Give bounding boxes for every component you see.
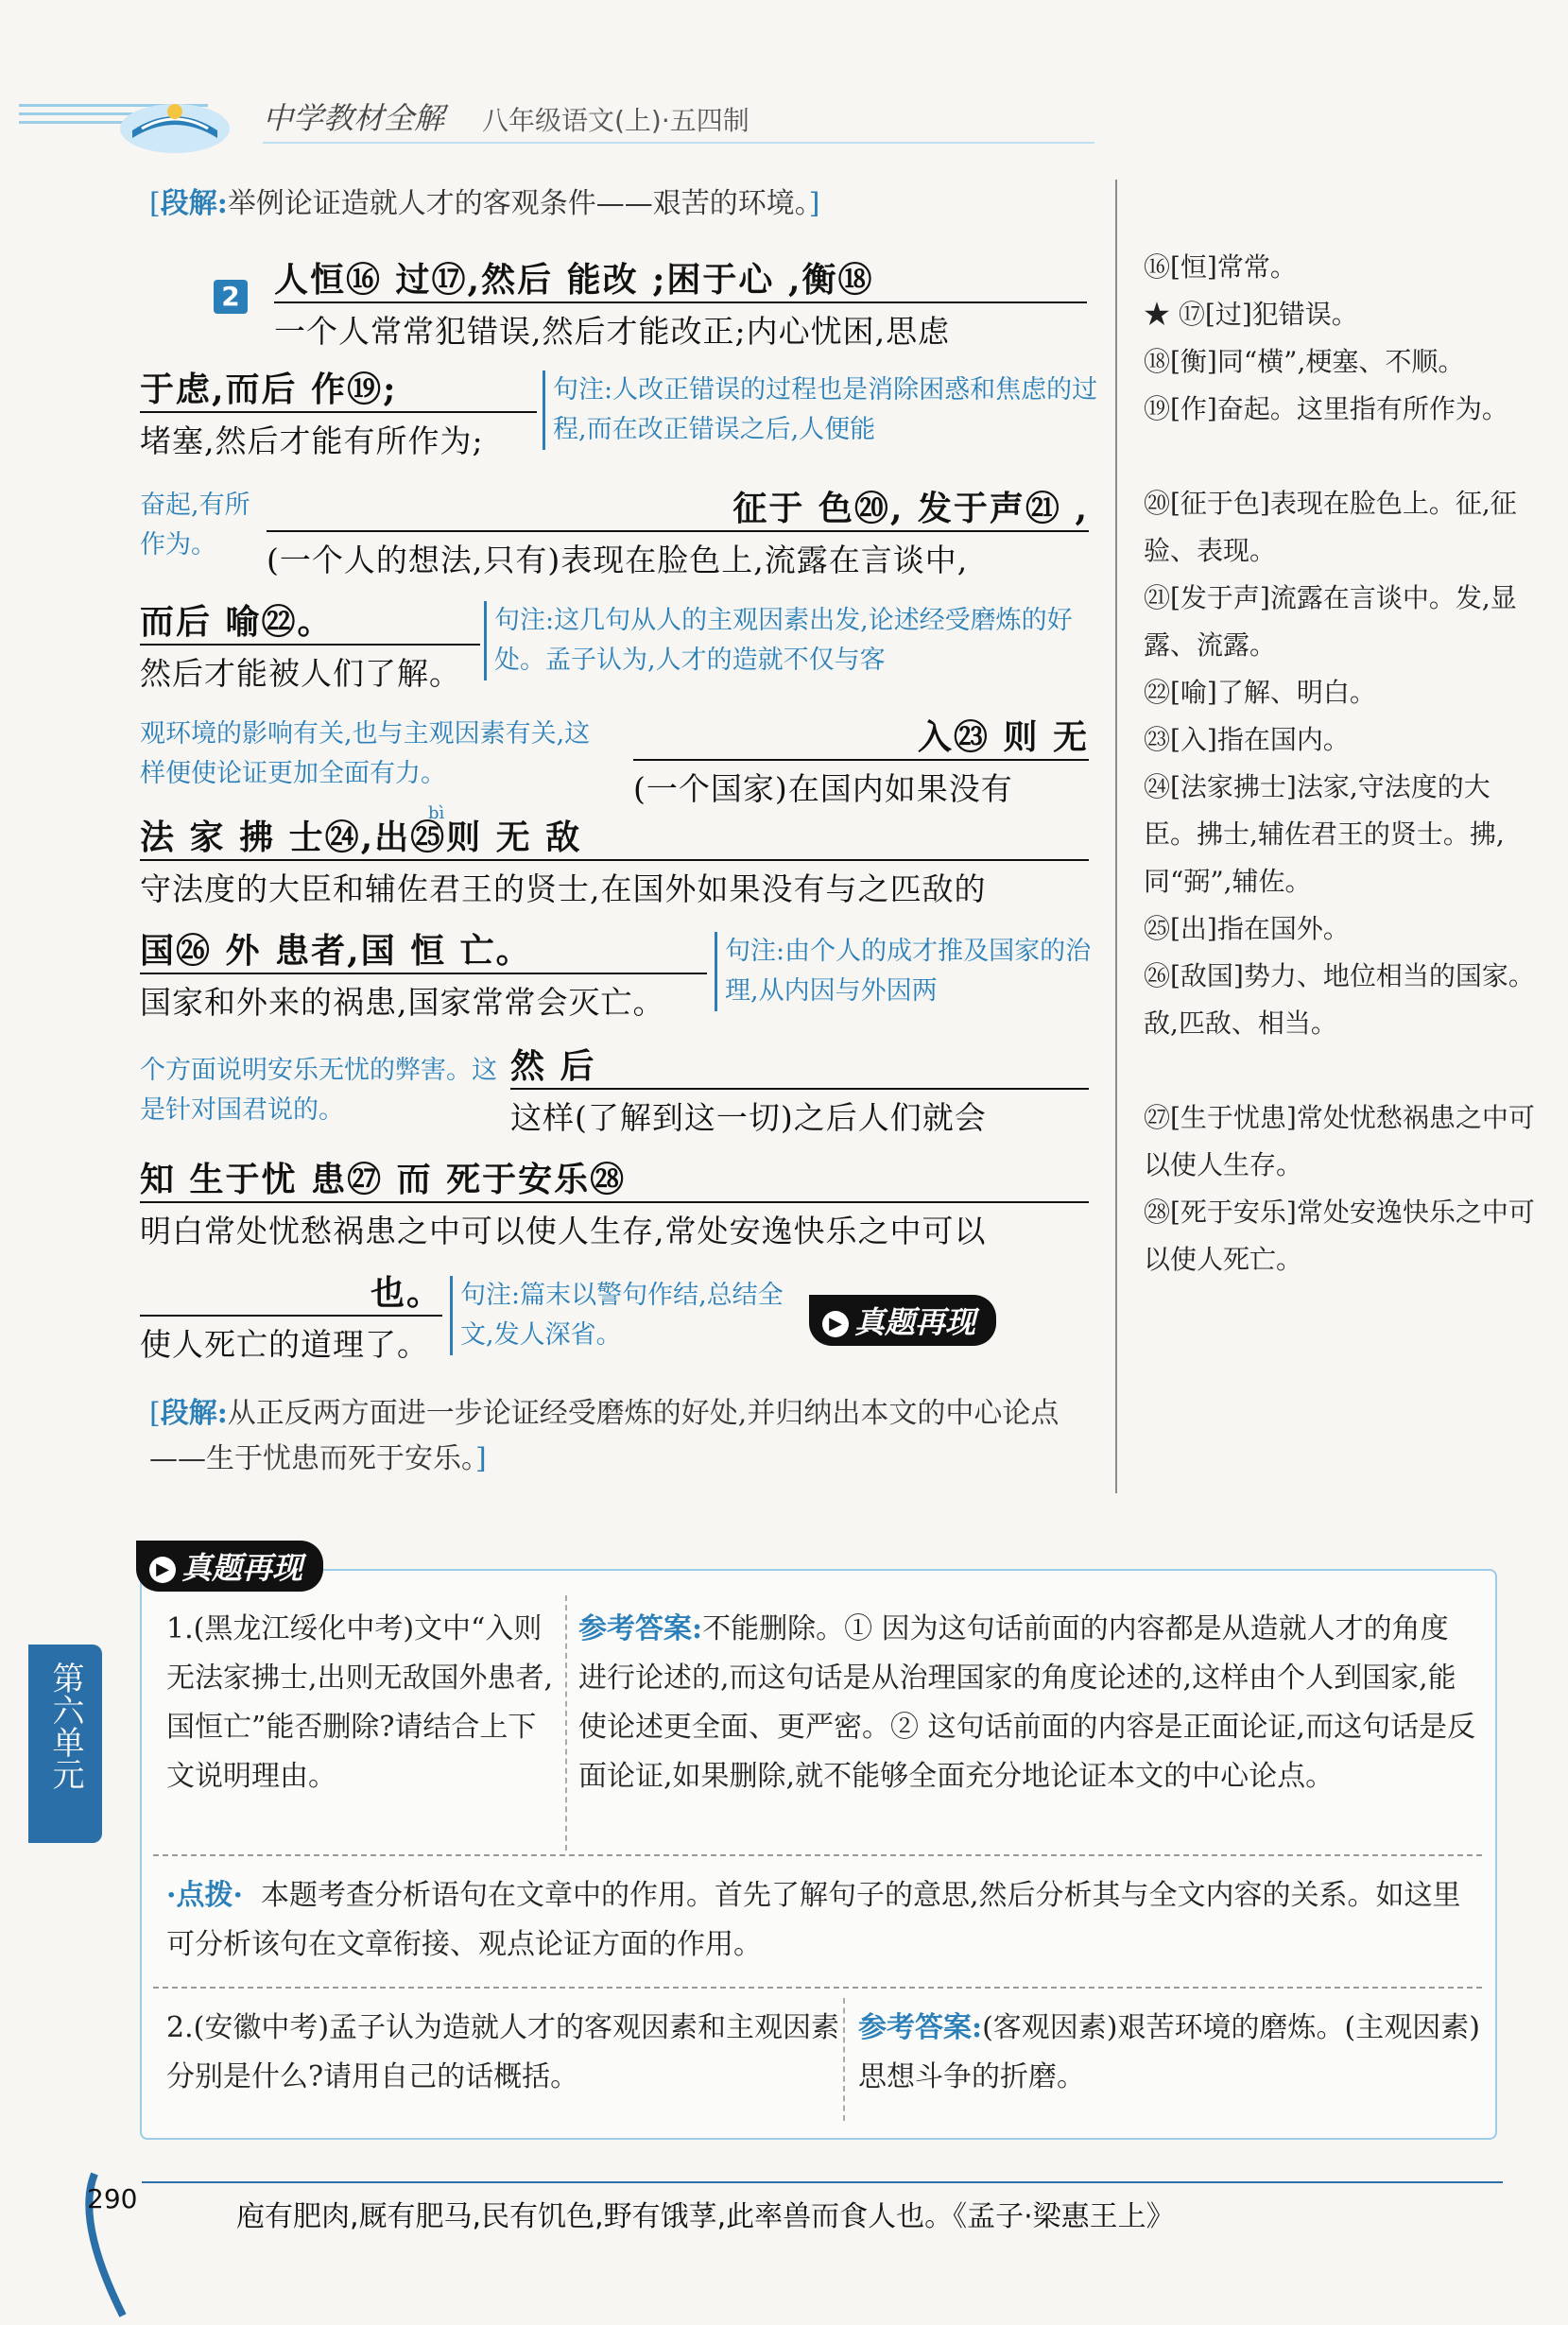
original-text: 征于 色⑳, 发于声㉑ ,: [732, 489, 1089, 528]
gloss-28: ㉘[死于安乐]常处安逸快乐之中可以使人死亡。: [1144, 1197, 1535, 1275]
footer-rule: [142, 2181, 1503, 2183]
book-logo-icon: [113, 83, 236, 159]
gloss-27: ㉗[生于忧患]常处忧愁祸患之中可以使人生存。: [1144, 1102, 1535, 1180]
paragraph-note-2: [段解:从正反两方面进一步论证经受磨炼的好处,并归纳出本文的中心论点——生于忧患而死于安乐。]: [149, 1397, 1060, 1475]
original-text: 然 后: [510, 1046, 596, 1086]
translation-text: 这样(了解到这一切)之后人们就会: [510, 1088, 1089, 1138]
original-text: 也。: [370, 1273, 442, 1313]
gloss-19: ⑲[作]奋起。这里指有所作为。: [1144, 393, 1508, 424]
zhenti-label: 真题再现: [181, 1550, 303, 1586]
book-title: 中学教材全解: [263, 100, 445, 136]
play-icon: ▶: [822, 1311, 849, 1337]
line-2: [140, 363, 537, 461]
paragraph-note-1: [段解:举例论证造就人才的客观条件——艰苦的环境。]: [149, 187, 820, 220]
sentence-note-3-cont: 个方面说明安乐无忧的弊害。这是针对国君说的。: [140, 1056, 497, 1125]
page-number: 290: [87, 2183, 138, 2214]
line-3: [267, 482, 1089, 580]
pinyin-ruby: bì: [428, 803, 445, 823]
column-divider: [1115, 180, 1117, 1493]
sentence-note-1-cont: 奋起,有所作为。: [140, 491, 250, 560]
sentence-note-4: 句注:篇末以警句作结,总结全文,发人深省。: [450, 1276, 801, 1355]
line-4: [140, 595, 480, 694]
exam-question-box: [140, 1569, 1497, 2140]
divider: [565, 1595, 569, 1851]
gloss-18: ⑱[衡]同“横”,梗塞、不顺。: [1144, 346, 1465, 377]
question-2: 2.(安徽中考)孟子认为造就人才的客观因素和主观因素分别是什么?请用自己的话概括。: [166, 2011, 840, 2093]
zhenti-badge-inline[interactable]: [809, 1295, 996, 1346]
original-text: 国㉖ 外 患者,国 恒 亡。: [140, 931, 532, 971]
divider: [843, 1998, 847, 2121]
line-10: [140, 1266, 442, 1365]
original-text: 于虑,而后 作⑲;: [140, 370, 398, 409]
translation-text: 国家和外来的祸患,国家常常会灭亡。: [140, 973, 707, 1023]
answer-tag: 参考答案:: [578, 1612, 703, 1645]
gloss-21: ㉑[发于声]流露在言谈中。发,显露、流露。: [1144, 582, 1517, 661]
translation-text: 然后才能被人们了解。: [140, 644, 480, 694]
section-number-badge: 2: [214, 280, 248, 314]
tip: [166, 1871, 1471, 1970]
line-5: [633, 711, 1089, 809]
answer-text: (客观因素)艰苦环境的磨炼。(主观因素)思想斗争的折磨。: [858, 2011, 1480, 2093]
answer-1: [578, 1605, 1476, 1801]
answer-2: [858, 2004, 1482, 2102]
gloss-24: ㉔[法家拂士]法家,守法度的大臣。拂士,辅佐君王的贤士。拂,同“弼”,辅佐。: [1144, 771, 1505, 897]
sentence-note-2: 句注:这几句从人的主观因素出发,论述经受磨炼的好处。孟子认为,人才的造就不仅与客: [484, 601, 1099, 680]
sentence-note-1: 句注:人改正错误的过程也是消除困惑和焦虑的过程,而在改正错误之后,人便能: [543, 370, 1101, 450]
question-1: 1.(黑龙江绥化中考)文中“入则无法家拂士,出则无敌国外患者,国恒亡”能否删除?请结合上下文说明理由。: [166, 1612, 554, 1793]
translation-text: 堵塞,然后才能有所作为;: [140, 411, 537, 461]
unit-tab-label: 第六单元: [46, 1662, 84, 1790]
paragraph-note-tag: 段解:: [160, 187, 228, 220]
gloss-17: ★ ⑰[过]犯错误。: [1144, 299, 1358, 330]
line-8: [510, 1040, 1089, 1138]
translation-text: 明白常处忧愁祸患之中可以使人生存,常处安逸快乐之中可以: [140, 1201, 1089, 1251]
paragraph-note-tag: 段解:: [160, 1397, 228, 1430]
gloss-16: ⑯[恒]常常。: [1144, 251, 1297, 283]
translation-text: (一个人的想法,只有)表现在脸色上,流露在言谈中,: [267, 530, 1089, 580]
tip-tag: ·点拨·: [166, 1879, 243, 1912]
book-subtitle: 八年级语文(上)·五四制: [482, 105, 750, 136]
divider: [153, 1987, 1482, 1989]
original-text: 法 家 拂 士㉔,出㉕则 无 敌: [140, 818, 582, 857]
sentence-note-3: 句注:由个人的成才推及国家的治理,从内因与外因两: [715, 932, 1099, 1011]
line-6: [140, 803, 1089, 909]
tip-text: 本题考查分析语句在文章中的作用。首先了解句子的意思,然后分析其与全文内容的关系。如这里可分析该句在文章衔接、观点论证方面的作用。: [166, 1879, 1461, 1961]
original-text: 人恒⑯ 过⑰,然后 能改 ;困于心 ,衡⑱: [274, 260, 874, 300]
line-1: [274, 253, 1087, 352]
translation-text: 守法度的大臣和辅佐君王的贤士,在国外如果没有与之匹敌的: [140, 859, 1089, 909]
gloss-23: ㉓[入]指在国内。: [1144, 724, 1350, 755]
answer-text: 不能删除。① 因为这句话前面的内容都是从造就人才的角度进行论述的,而这句话是从治理国家的角度论述的,这样由个人到国家,能使论述更全面、更严密。② 这句话前面的内容是正面论证,而这句话是反面论证,如果删除,就不能够全面充分地论证本文的中心论点。: [578, 1612, 1476, 1793]
paragraph-note-text: 举例论证造就人才的客观条件——艰苦的环境。: [227, 187, 809, 220]
divider: [153, 1854, 1482, 1856]
translation-text: 使人死亡的道理了。: [140, 1315, 442, 1365]
gloss-22: ㉒[喻]了解、明白。: [1144, 677, 1376, 708]
line-9: [140, 1153, 1089, 1251]
paragraph-note-text: 从正反两方面进一步论证经受磨炼的好处,并归纳出本文的中心论点——生于忧患而死于安乐。: [149, 1397, 1060, 1475]
header-rule: [263, 142, 1094, 144]
translation-text: (一个国家)在国内如果没有: [633, 759, 1089, 809]
sentence-note-2-cont: 观环境的影响有关,也与主观因素有关,这样便使论证更加全面有力。: [140, 719, 591, 788]
gloss-26: ㉖[敌国]势力、地位相当的国家。敌,匹敌、相当。: [1144, 960, 1535, 1039]
original-text: 知 生于忧 患㉗ 而 死于安乐㉘: [140, 1160, 627, 1199]
play-icon: ▶: [149, 1557, 176, 1583]
answer-tag: 参考答案:: [858, 2011, 983, 2044]
zhenti-badge[interactable]: [136, 1541, 323, 1592]
zhenti-label: 真题再现: [854, 1304, 976, 1340]
gloss-25: ㉕[出]指在国外。: [1144, 913, 1350, 944]
line-7: [140, 924, 707, 1023]
original-text: 而后 喻㉒。: [140, 602, 334, 642]
footer-quote: 庖有肥肉,厩有肥马,民有饥色,野有饿莩,此率兽而食人也。《孟子·梁惠王上》: [236, 2200, 1175, 2233]
unit-tab[interactable]: [28, 1645, 102, 1843]
gloss-20: ⑳[征于色]表现在脸色上。征,征验、表现。: [1144, 488, 1517, 566]
translation-text: 一个人常常犯错误,然后才能改正;内心忧困,思虑: [274, 301, 1087, 352]
original-text: 入㉓ 则 无: [917, 717, 1089, 757]
